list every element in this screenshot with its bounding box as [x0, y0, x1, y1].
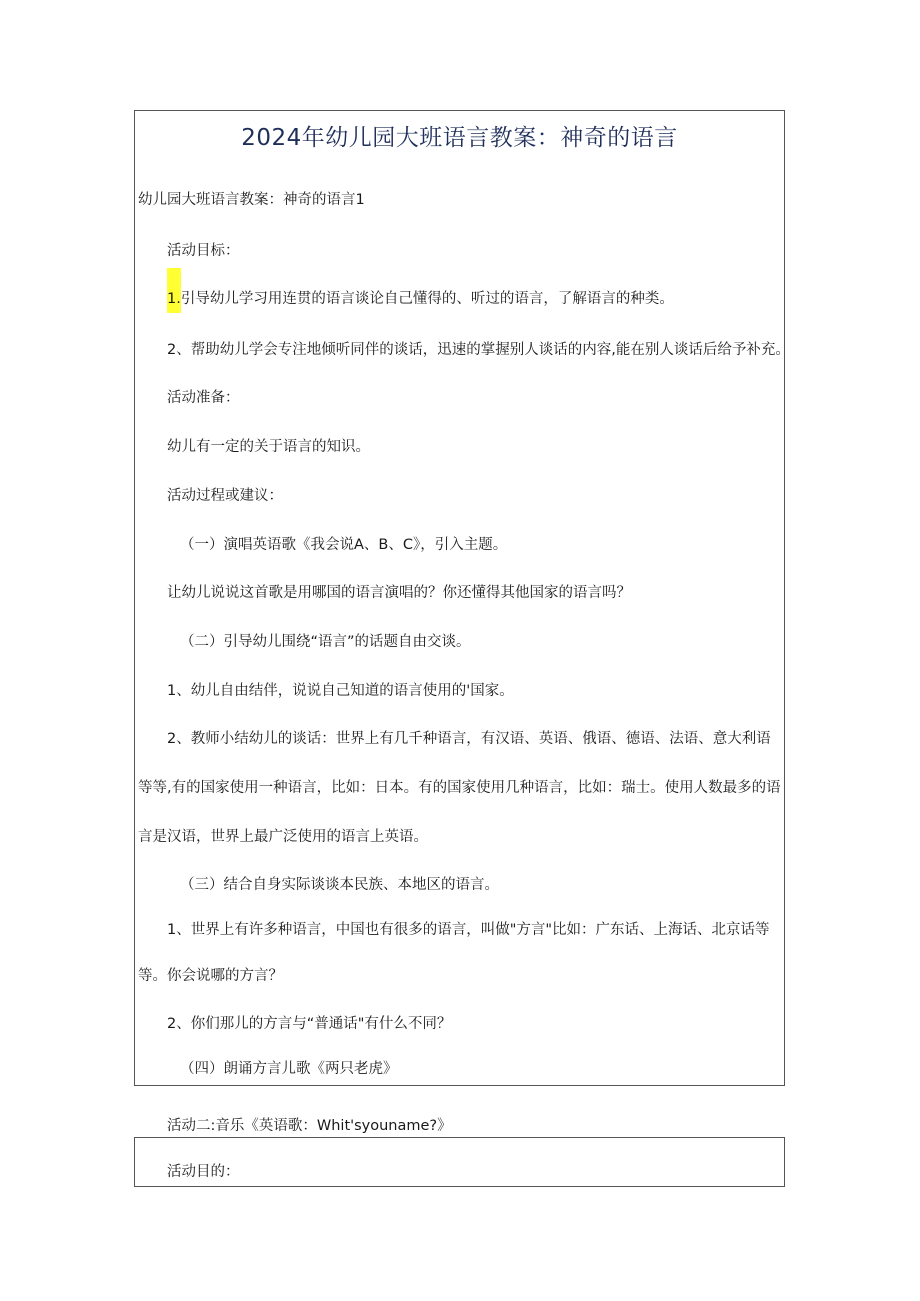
paragraph-goal-1: 1.引导幼儿学习用连贯的语言谈论自己懂得的、听过的语言，了解语言的种类。 [167, 291, 674, 307]
paragraph-step-4: （四）朗诵方言儿歌《两只老虎》 [180, 1061, 398, 1077]
paragraph-goal-2: 2、帮助幼儿学会专注地倾听同伴的谈话，迅速的掌握别人谈话的内容,能在别人谈话后给予补充。 [167, 342, 790, 358]
document-title: 2024年幼儿园大班语言教案：神奇的语言 [241, 125, 678, 151]
section-heading: 幼儿园大班语言教案：神奇的语言1 [138, 192, 365, 208]
paragraph-item-3-line-1: 1、世界上有许多种语言，中国也有很多的语言，叫做"方言"比如：广东话、上海话、北京话等 [167, 922, 770, 938]
paragraph-item-2-line-1: 2、教师小结幼儿的谈话：世界上有几千种语言，有汉语、英语、俄语、德语、法语、意大利语 [167, 731, 771, 747]
paragraph-item-2-line-3: 言是汉语，世界上最广泛使用的语言上英语。 [138, 829, 428, 845]
paragraph-step-2: （二）引导幼儿围绕“语言”的话题自由交谈。 [180, 634, 471, 650]
activity-two-goal-label: 活动目的： [167, 1164, 240, 1180]
paragraph-step-1: （一）演唱英语歌《我会说A、B、C》，引入主题。 [180, 537, 508, 553]
paragraph-item-2-line-2: 等等,有的国家使用一种语言，比如：日本。有的国家使用几种语言，比如：瑞士。使用人数最多的语 [138, 780, 781, 796]
paragraph-goal-label: 活动目标： [167, 243, 240, 259]
paragraph-item-3-line-2: 等。你会说哪的方言？ [138, 968, 283, 984]
paragraph-item-4: 2、你们那儿的方言与“普通话"有什么不同？ [167, 1016, 452, 1032]
paragraph-question-1: 让幼儿说说这首歌是用哪国的语言演唱的？你还懂得其他国家的语言吗？ [167, 585, 631, 601]
paragraph-item-1: 1、幼儿自由结伴，说说自己知道的语言使用的'国家。 [167, 683, 514, 699]
activity-two-heading: 活动二:音乐《英语歌：Whit'syouname?》 [167, 1118, 452, 1134]
paragraph-prep: 幼儿有一定的关于语言的知识。 [167, 439, 370, 455]
paragraph-step-3: （三）结合自身实际谈谈本民族、本地区的语言。 [180, 877, 499, 893]
paragraph-prep-label: 活动准备： [167, 390, 240, 406]
paragraph-process-label: 活动过程或建议： [167, 488, 283, 504]
